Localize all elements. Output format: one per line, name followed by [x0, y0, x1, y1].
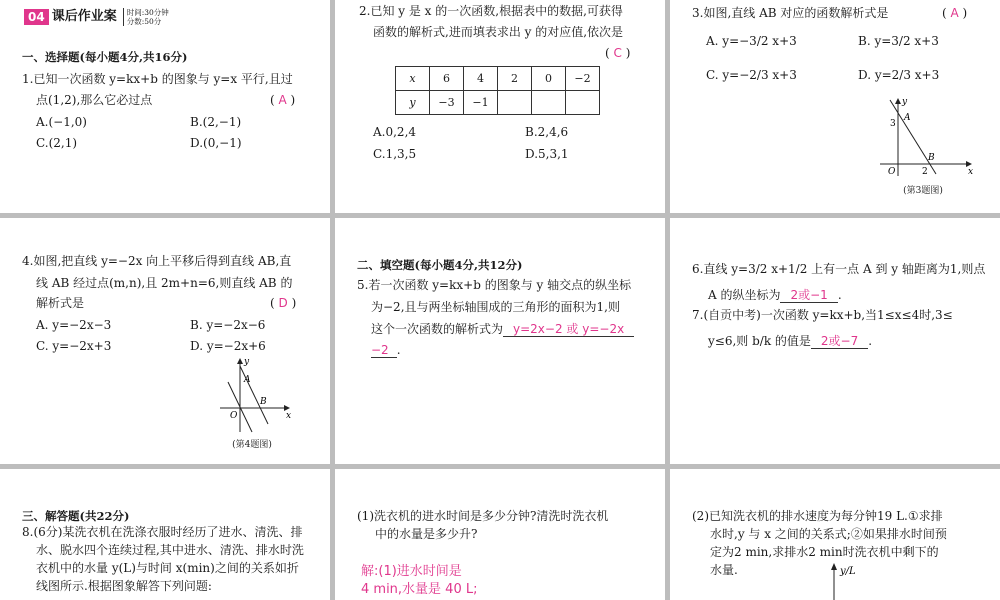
- section-title: 一、选择题(每小题4分,共16分): [22, 50, 188, 64]
- table-cell: −3: [430, 91, 464, 115]
- time-limit: 时间:30分钟: [126, 8, 169, 17]
- q1-option-d: D.(0,−1): [190, 136, 242, 150]
- q3-caption: (第3题图): [903, 186, 943, 196]
- q8-line1: 8.(6分)某洗衣机在洗涤衣服时经历了进水、清洗、排: [22, 525, 303, 539]
- q4-caption: (第4题图): [232, 440, 272, 450]
- q8b-line3: 定为2 min,求排水2 min时洗衣机中剩下的: [710, 545, 939, 559]
- q6-line2: A 的纵坐标为 2或−1 .: [708, 288, 842, 302]
- label-o: O: [888, 167, 896, 177]
- label-y: y: [902, 97, 908, 107]
- q3-graph: [878, 96, 978, 178]
- table-cell: −2: [566, 67, 600, 91]
- label-a: A: [904, 113, 911, 123]
- y-arrow: [831, 563, 837, 570]
- q4-answer: D: [278, 296, 288, 310]
- q4-line2: 线 AB 经过点(m,n),且 2m+n=6,则直线 AB 的: [36, 276, 293, 290]
- badge-title: 课后作业案: [51, 9, 117, 24]
- label-y: y: [244, 357, 250, 367]
- table-row-y: [396, 91, 600, 115]
- q1-answer-paren: ( A ): [270, 93, 296, 107]
- q4-option-d: D. y=−2x+6: [190, 339, 266, 353]
- q1-answer: A: [278, 93, 287, 107]
- label-y-axis: y/L: [840, 566, 856, 577]
- q8-line3: 衣机中的水量 y(L)与时间 x(min)之间的关系如折: [36, 561, 299, 575]
- q3-answer-paren: ( A ): [942, 6, 968, 20]
- q4-option-b: B. y=−2x−6: [190, 318, 266, 332]
- table-cell: 6: [430, 67, 464, 91]
- table-cell: 2: [498, 67, 532, 91]
- table-cell: [566, 91, 600, 115]
- q4-line1: 4.如图,把直线 y=−2x 向上平移后得到直线 AB,直: [22, 254, 292, 268]
- q8b-line4: 水量.: [710, 563, 738, 577]
- q3-option-d: D. y=2/3 x+3: [858, 68, 940, 82]
- label-3: 3: [890, 119, 896, 129]
- q5-line2: 为−2,且与两坐标轴围成的三角形的面积为1,则: [371, 300, 620, 314]
- q2-line1: 2.已知 y 是 x 的一次函数,根据表中的数据,可获得: [359, 4, 623, 18]
- q8b-line1: (2)已知洗衣机的排水速度为每分钟19 L.①求排: [692, 509, 943, 523]
- q5-line3: [371, 318, 634, 340]
- card-q3: [670, 0, 1000, 213]
- table-cell: x: [396, 67, 430, 91]
- q8-graph-axis: [830, 560, 880, 600]
- table-cell: 0: [532, 67, 566, 91]
- q5-line1: 5.若一次函数 y=kx+b 的图象与 y 轴交点的纵坐标: [357, 278, 632, 292]
- q8a-solution-line2: 4 min,水量是 40 L;: [361, 582, 478, 597]
- q8a-line1: (1)洗衣机的进水时间是多少分钟?清洗时洗衣机: [357, 509, 609, 523]
- q6-line1: 6.直线 y=3/2 x+1/2 上有一点 A 到 y 轴距离为1,则点: [692, 262, 986, 276]
- q5-line4: −2 .: [371, 343, 401, 357]
- q7-line1: 7.(自贡中考)一次函数 y=kx+b,当1≤x≤4时,3≤: [692, 308, 953, 322]
- q5-answer-a: y=2x−2 或 y=−2x: [503, 322, 634, 337]
- card-q8: [0, 469, 330, 600]
- q2-option-c: C.1,3,5: [373, 147, 417, 161]
- homework-header: [24, 6, 169, 28]
- y-arrow: [237, 358, 243, 364]
- time-score: [123, 8, 169, 26]
- table-cell: [498, 91, 532, 115]
- q2-answer: C: [613, 46, 622, 60]
- table-cell: [532, 91, 566, 115]
- y-arrow: [895, 98, 901, 104]
- q1-line1: 1.已知一次函数 y=kx+b 的图象与 y=x 平行,且过: [22, 72, 293, 86]
- table-cell: 4: [464, 67, 498, 91]
- q2-option-a: A.0,2,4: [373, 125, 417, 139]
- label-x: x: [968, 167, 974, 177]
- q6-line2-text: A 的纵坐标为: [708, 288, 781, 302]
- q4-answer-paren: ( D ): [270, 296, 297, 310]
- label-x: x: [286, 411, 292, 421]
- label-a: A: [244, 375, 251, 385]
- q3-option-a: A. y=−3/2 x+3: [706, 34, 797, 48]
- q4-option-a: A. y=−2x−3: [36, 318, 112, 332]
- card-q6-q7: [670, 218, 1000, 464]
- q3-answer: A: [950, 6, 959, 20]
- q1-option-b: B.(2,−1): [190, 115, 242, 129]
- q2-option-b: B.2,4,6: [525, 125, 569, 139]
- q4-option-c: C. y=−2x+3: [36, 339, 112, 353]
- q1-line2: 点(1,2),那么它必过点: [36, 93, 153, 107]
- q8a-line2: 中的水量是多少升?: [375, 527, 478, 541]
- q8b-line2: 水时,y 与 x 之间的关系式;②如果排水时间预: [710, 527, 947, 541]
- q8-line4: 线图所示.根据图象解答下列问题:: [36, 579, 212, 593]
- q2-table: [395, 66, 600, 115]
- card-choice-q1: [0, 0, 330, 213]
- q8-line2: 水、脱水四个连续过程,其中进水、清洗、排水时洗: [36, 543, 304, 557]
- table-row-x: [396, 67, 600, 91]
- q8a-solution-line1: 解:(1)进水时间是: [361, 564, 462, 579]
- q1-option-c: C.(2,1): [36, 136, 78, 150]
- card-q4: [0, 218, 330, 464]
- q4-line3: 解析式是: [36, 296, 85, 310]
- table-cell: −1: [464, 91, 498, 115]
- badge-number: 04: [24, 9, 49, 25]
- q3-option-b: B. y=3/2 x+3: [858, 34, 939, 48]
- score-total: 分数:50分: [126, 17, 162, 26]
- section-title: 二、填空题(每小题4分,共12分): [357, 258, 523, 272]
- q2-option-d: D.5,3,1: [525, 147, 569, 161]
- q5-line3-text: 这个一次函数的解析式为: [371, 322, 504, 336]
- section-title: 三、解答题(共22分): [22, 509, 130, 523]
- card-q8-part2: [670, 469, 1000, 600]
- card-q2: [335, 0, 665, 213]
- label-2: 2: [922, 167, 928, 177]
- card-q8-part1: [335, 469, 665, 600]
- label-b: B: [260, 397, 267, 407]
- q5-answer-b: −2: [371, 343, 397, 358]
- q6-answer: 2或−1: [780, 288, 837, 303]
- table-cell: y: [396, 91, 430, 115]
- q7-answer: 2或−7: [811, 334, 868, 349]
- q4-graph: [216, 354, 296, 434]
- q2-line2: 函数的解析式,进而填表求出 y 的对应值,依次是: [373, 25, 624, 39]
- q7-line2: y≤6,则 b/k 的值是 2或−7 .: [708, 334, 873, 348]
- q7-line2-text: y≤6,则 b/k 的值是: [708, 334, 811, 348]
- q3-option-c: C. y=−2/3 x+3: [706, 68, 797, 82]
- q3-line1: 3.如图,直线 AB 对应的函数解析式是: [692, 6, 889, 20]
- q1-option-a: A.(−1,0): [36, 115, 87, 129]
- card-q5: [335, 218, 665, 464]
- label-b: B: [928, 153, 935, 163]
- q2-answer-paren: ( C ): [605, 46, 631, 60]
- label-o: O: [230, 411, 238, 421]
